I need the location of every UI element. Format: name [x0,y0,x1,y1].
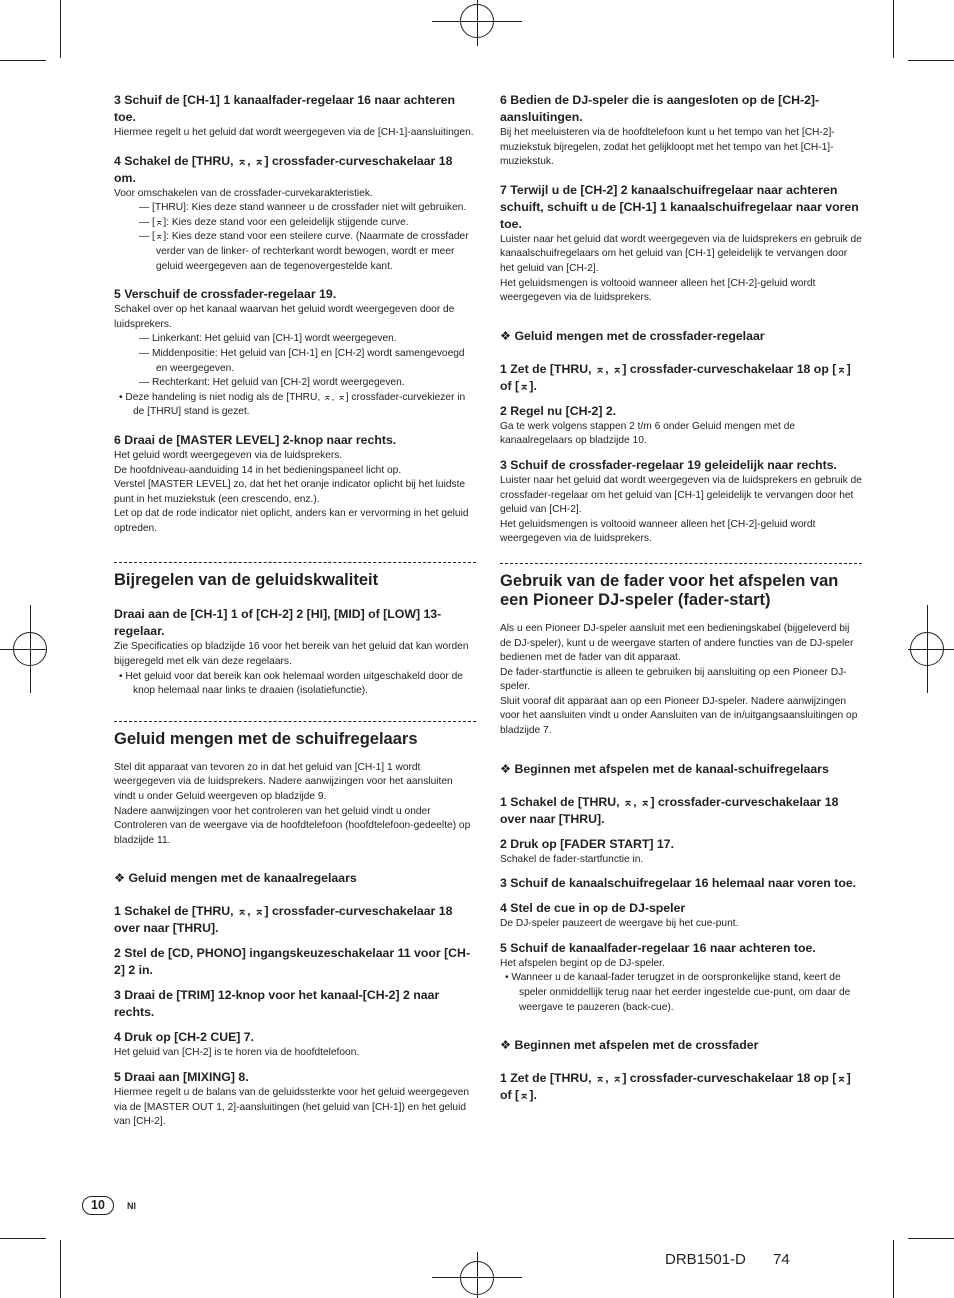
body-text: Zie Specificaties op bladzijde 16 voor het bereik van het geluid dat kan worden bijgeregeld met elk van deze regelaars. [114,641,469,668]
dash-item: — Middenpositie: Het geluid van [CH-1] en [CH-2] wordt samengevoegd en weergegeven. [139,347,465,374]
bullet-item: • Deze handeling is niet nodig als de [THRU, ⌅, ⌅] crossfader-curvekiezer in de [THRU] stand is gezet. [119,391,466,418]
dash-item: — [⌅]: Kies deze stand voor een geleidelijk stijgende curve. [139,216,409,228]
section-separator [114,721,476,722]
section-title: Bijregelen van de geluidskwaliteit [114,571,379,590]
step-heading: 4 Stel de cue in op de DJ-speler [500,901,686,916]
subsection-title: ❖ Geluid mengen met de kanaalregelaars [114,871,357,886]
section-title: Geluid mengen met de schuifregelaars [114,729,418,748]
crop-mark [477,0,478,46]
crop-mark [893,1240,894,1298]
body-text: Het geluidsmengen is voltooid wanneer alleen het [CH-2]-geluid wordt weergegeven via de luidsprekers. [500,277,816,304]
body-text: Bij het meeluisteren via de hoofdtelefoon kunt u het tempo van het [CH-2]-muziekstuk bijregelen, zodat het gelijkloopt met het tempo van het [CH-1]-muziekstuk. [500,127,835,168]
crop-mark [908,649,954,650]
subsection-title: ❖ Beginnen met afspelen met de kanaal-schuifregelaars [500,761,829,776]
step-heading: 3 Draai de [TRIM] 12-knop voor het kanaal-[CH-2] 2 naar rechts. [114,988,440,1020]
body-text: Stel dit apparaat van tevoren zo in dat het geluid van [CH-1] 1 wordt weergegeven via de luidsprekers. Nadere aanwijzingen voor het aansluiten vindt u onder Geluid weergeven op bladzijde 9. [114,761,453,803]
body-text: Nadere aanwijzingen voor het controleren van het geluid vindt u onder Controleren van de weergave via de hoofdtelefoon (hoofdtelefoon-gedeelte) op bladzijde 11. [114,805,471,846]
step-heading: 7 Terwijl u de [CH-2] 2 kanaalschuifregelaar naar achteren schuift, schuift u de [CH-1] 1 kanaalschuifregelaar naar voren toe. [500,182,859,231]
crop-mark [908,1238,954,1239]
body-text: Ga te werk volgens stappen 2 t/m 6 onder Geluid mengen met de kanaalregelaars op bladzijde 10. [500,420,796,447]
body-text: Het geluid van [CH-2] is te horen via de hoofdtelefoon. [114,1047,360,1059]
step-heading: 1 Schakel de [THRU, ⌅, ⌅] crossfader-curveschakelaar 18 over naar [THRU]. [114,904,453,936]
document-page: 74 [773,1251,790,1268]
body-text: Verstel [MASTER LEVEL] zo, dat het het oranje indicator oplicht bij het luidste punt in het muziekstuk (een crescendo, enz.). [114,479,466,505]
step-heading: 2 Regel nu [CH-2] 2. [500,403,617,418]
dash-item: — Rechterkant: Het geluid van [CH-2] wordt weergegeven. [139,377,405,389]
step-heading: 6 Draai de [MASTER LEVEL] 2-knop naar rechts. [114,432,397,447]
body-text: Luister naar het geluid dat wordt weergegeven via de luidsprekers en gebruik de crossfader-regelaar om het geluid van [CH-1] geleidelijk te vervangen door het geluid van [CH-2]. [500,474,862,516]
step-heading: 4 Druk op [CH-2 CUE] 7. [114,1030,255,1045]
body-text: De hoofdniveau-aanduiding 14 in het bedieningspaneel licht op. [114,464,402,476]
body-text: Luister naar het geluid dat wordt weergegeven via de luidsprekers en gebruik de kanaalschuifregelaars om het geluid van [CH-1] geleidelijk te vervangen door het geluid van [CH-2]. [500,233,862,274]
body-text: Sluit vooraf dit apparaat aan op een Pioneer DJ-speler. Nadere aanwijzingen voor het aansluiten vindt u onder Aansluiten van de in/uitgangsaansluitingen op bladzijde 7. [500,695,858,737]
dash-item: — [⌅]: Kies deze stand voor een steilere curve. (Naarmate de crossfader verder van de linker- of rechterkant wordt bewogen, wordt er meer geluid weergegeven aan de tegenovergestelde kant. [139,231,469,272]
body-text: De fader-startfunctie is alleen te gebruiken bij aansluiting op een Pioneer DJ-speler. [500,666,847,693]
left-column [114,90,476,1130]
body-text: Schakel over op het kanaal waarvan het geluid wordt weergegeven door de luidsprekers. [114,304,455,330]
document-code: DRB1501-D [665,1251,746,1268]
dash-item: — Linkerkant: Het geluid van [CH-1] wordt weergegeven. [139,333,397,345]
step-heading: 5 Draai aan [MIXING] 8. [114,1070,249,1084]
section-separator [114,562,476,563]
body-text: Het afspelen begint op de DJ-speler. [500,957,665,969]
body-text: Als u een Pioneer DJ-speler aansluit met een bedieningskabel (bijgeleverd bij de DJ-speler), kunt u de weergave starten of andere functies van de DJ-speler bedienen met de fader van dit apparaat. [500,622,854,664]
crop-mark [893,0,894,58]
body-text: Let op dat de rode indicator niet oplicht, anders kan er vervorming in het geluid optreden. [114,508,469,534]
crop-mark [60,0,61,58]
step-heading: 4 Schakel de [THRU, ⌅, ⌅] crossfader-curveschakelaar 18 om. [114,153,453,185]
step-heading: 1 Zet de [THRU, ⌅, ⌅] crossfader-curveschakelaar 18 op [⌅] of [⌅]. [500,1071,851,1103]
crop-mark [432,1277,522,1278]
body-text: Het geluid wordt weergegeven via de luidsprekers. [114,449,343,461]
step-heading: 2 Stel de [CD, PHONO] ingangskeuzeschakelaar 11 voor [CH-2] 2 in. [114,946,471,978]
step-heading: 2 Druk op [FADER START] 17. [500,836,674,851]
bullet-item: • Wanneer u de kanaal-fader terugzet in de oorspronkelijke stand, keert de speler onmiddellijk terug naar het eerder ingestelde cue-punt, om daar de weergave te pauzeren (back-cue). [505,972,851,1013]
crop-mark [0,60,46,61]
step-heading: 1 Zet de [THRU, ⌅, ⌅] crossfader-curveschakelaar 18 op [⌅] of [⌅]. [500,361,851,393]
body-text: Hiermee regelt u het geluid dat wordt weergegeven via de [CH-1]-aansluitingen. [114,127,474,138]
section-title: Gebruik van de fader voor het afspelen van een Pioneer DJ-speler (fader-start) [500,571,839,609]
step-heading: 6 Bedien de DJ-speler die is aangesloten op de [CH-2]-aansluitingen. [500,93,820,124]
subsection-title: ❖ Geluid mengen met de crossfader-regelaar [500,328,765,343]
body-text: Schakel de fader-startfunctie in. [500,853,644,865]
body-text: Hiermee regelt u de balans van de geluidssterkte voor het geluid weergegeven via de [MASTER OUT 1, 2]-aansluitingen (het geluid van [CH-1]) en het geluid van [CH-2]. [114,1087,470,1128]
crop-mark [477,1252,478,1298]
step-heading: 5 Schuif de kanaalfader-regelaar 16 naar achteren toe. [500,940,816,955]
crop-mark [432,21,522,22]
step-heading: 3 Schuif de crossfader-regelaar 19 geleidelijk naar rechts. [500,457,837,472]
bullet-item: • Het geluid voor dat bereik kan ook helemaal worden uitgeschakeld door de knop helemaal naar links te draaien (isolatiefunctie). [119,670,463,697]
crop-mark [908,60,954,61]
step-heading: 1 Schakel de [THRU, ⌅, ⌅] crossfader-curveschakelaar 18 over naar [THRU]. [500,794,839,826]
step-heading: 5 Verschuif de crossfader-regelaar 19. [114,287,337,302]
step-heading: Draai aan de [CH-1] 1 of [CH-2] 2 [HI], [MID] of [LOW] 13-regelaar. [114,607,442,639]
section-separator [500,563,862,564]
body-text: Voor omschakelen van de crossfader-curvekarakteristiek. [114,187,373,199]
body-text: Het geluidsmengen is voltooid wanneer alleen het [CH-2]-geluid wordt weergegeven via de luidsprekers. [500,518,816,545]
dash-item: — [THRU]: Kies deze stand wanneer u de crossfader niet wilt gebruiken. [139,202,467,214]
body-text: De DJ-speler pauzeert de weergave bij het cue-punt. [500,918,739,930]
subsection-title: ❖ Beginnen met afspelen met de crossfader [500,1038,759,1053]
right-column [500,90,862,1104]
step-heading: 3 Schuif de kanaalschuifregelaar 16 helemaal naar voren toe. [500,876,857,891]
crop-mark [0,1238,46,1239]
crop-mark [0,649,46,650]
crop-mark [60,1240,61,1298]
page-number: 10 [82,1196,114,1215]
step-heading: 3 Schuif de [CH-1] 1 kanaalfader-regelaar 16 naar achteren toe. [114,93,456,124]
language-code: Nl [127,1201,136,1211]
